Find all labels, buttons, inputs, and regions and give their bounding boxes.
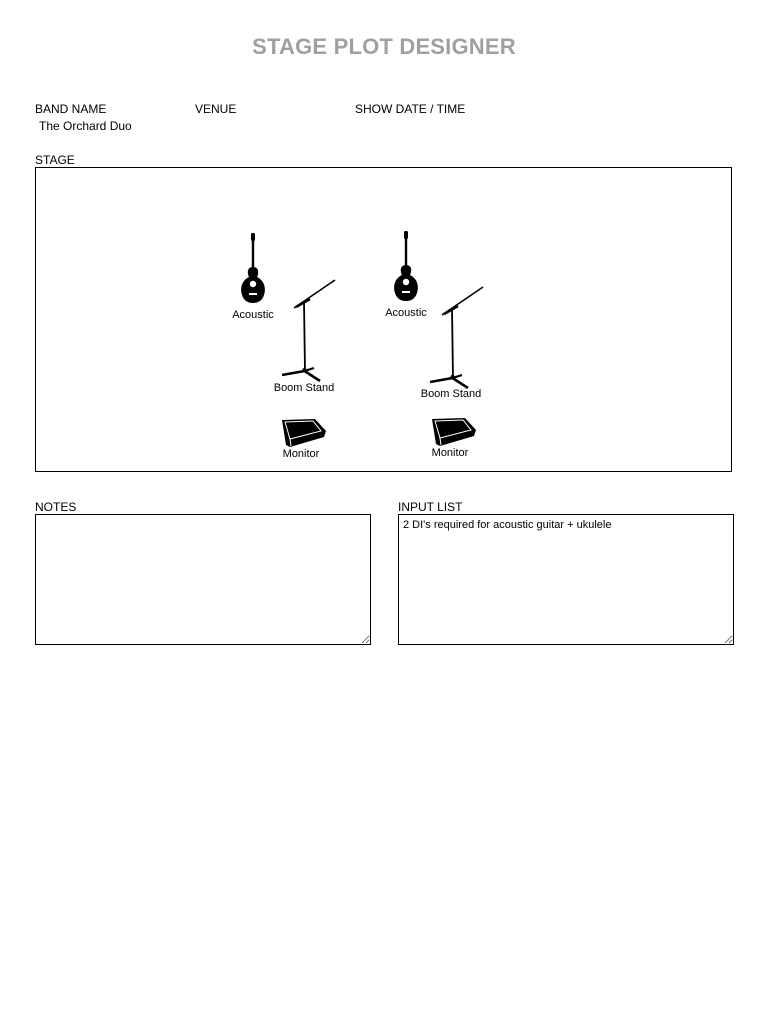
venue-input[interactable] — [195, 119, 345, 133]
band-name-input[interactable] — [39, 119, 189, 133]
guitar-icon — [391, 229, 421, 307]
stage-item-label: Boom Stand — [420, 388, 482, 400]
stage-item-label: Boom Stand — [273, 382, 335, 394]
show-date-input[interactable] — [355, 119, 555, 133]
page-title: STAGE PLOT DESIGNER — [252, 34, 516, 59]
guitar-icon[interactable] — [385, 229, 427, 319]
notes-label: NOTES — [35, 500, 77, 514]
stage-item-label: Acoustic — [232, 309, 274, 321]
monitor-icon[interactable] — [280, 417, 328, 460]
boom-stand-icon[interactable] — [420, 285, 486, 400]
venue-label: VENUE — [195, 102, 237, 116]
stage-label: STAGE — [35, 153, 75, 167]
boom-stand-icon — [274, 278, 338, 386]
monitor-icon — [430, 416, 478, 448]
boom-stand-icon — [422, 285, 486, 393]
guitar-icon[interactable] — [232, 231, 274, 321]
input-list-textarea[interactable] — [398, 514, 734, 645]
stage-area[interactable] — [35, 167, 732, 472]
show-date-label: SHOW DATE / TIME — [355, 102, 466, 116]
stage-item-label: Monitor — [431, 447, 469, 459]
guitar-icon — [238, 231, 268, 309]
monitor-icon[interactable] — [430, 416, 478, 459]
band-name-label: BAND NAME — [35, 102, 107, 116]
stage-item-label: Monitor — [282, 448, 320, 460]
input-list-label: INPUT LIST — [398, 500, 463, 514]
boom-stand-icon[interactable] — [273, 278, 338, 394]
stage-item-label: Acoustic — [385, 307, 427, 319]
monitor-icon — [280, 417, 328, 449]
notes-textarea[interactable] — [35, 514, 371, 645]
